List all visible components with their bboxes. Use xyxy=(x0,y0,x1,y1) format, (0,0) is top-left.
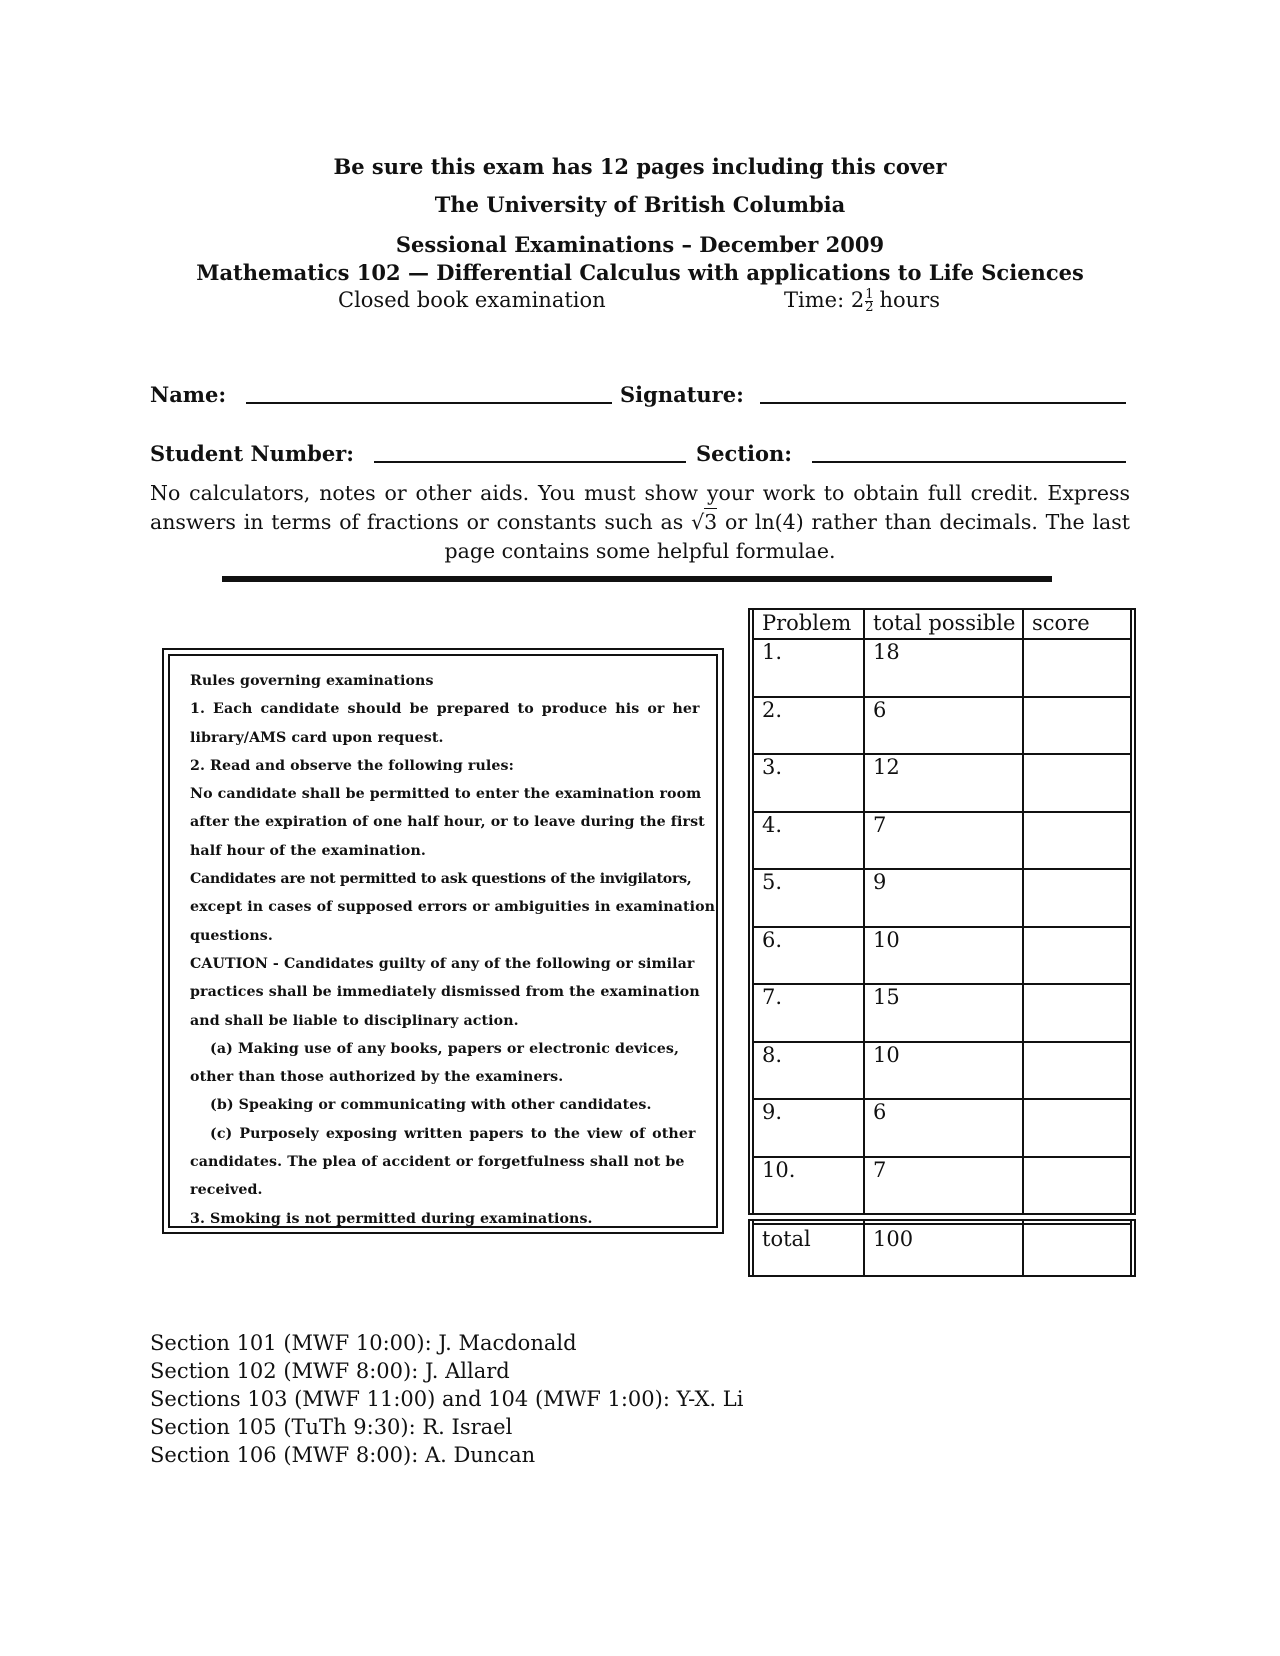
score-cell[interactable] xyxy=(1024,928,1128,984)
rule-line: after the expiration of one half hour, or to leave during the first xyxy=(190,814,705,831)
section-label: Section: xyxy=(696,441,793,466)
problem-points: 18 xyxy=(873,640,900,664)
total-score-cell[interactable] xyxy=(1024,1225,1128,1273)
score-cell[interactable] xyxy=(1024,870,1128,926)
problem-number: 1. xyxy=(762,640,783,664)
problem-number: 9. xyxy=(762,1100,783,1124)
time-label: Time: 2 xyxy=(784,288,865,312)
problem-number: 10. xyxy=(762,1157,796,1182)
rule-line: questions. xyxy=(190,927,273,944)
table-rule xyxy=(1134,608,1136,1213)
rule-line: other than those authorized by the examiners. xyxy=(190,1069,564,1086)
rule-line: candidates. The plea of accident or forgetfulness shall not be xyxy=(190,1154,685,1171)
problem-points: 9 xyxy=(873,870,887,894)
rule-line: library/AMS card upon request. xyxy=(190,729,444,746)
table-rule xyxy=(863,608,865,1213)
rule-line: 2. Read and observe the following rules: xyxy=(190,757,514,774)
problem-points: 10 xyxy=(873,927,900,952)
separator-bar xyxy=(222,576,1052,582)
closed-book-note: Closed book examination xyxy=(338,288,606,312)
rule-line: 3. Smoking is not permitted during examinations. xyxy=(190,1210,593,1227)
table-rule xyxy=(748,1219,750,1275)
problem-points: 6 xyxy=(873,1100,887,1124)
table-rule xyxy=(748,1219,1136,1221)
section-field[interactable] xyxy=(812,461,1126,463)
rule-line: Candidates are not permitted to ask questions of the invigilators, xyxy=(190,871,692,888)
problem-number: 8. xyxy=(762,1042,783,1067)
problem-points: 7 xyxy=(873,1157,887,1182)
problem-points: 6 xyxy=(873,697,887,722)
time-unit: hours xyxy=(879,288,940,312)
sqrt-expression: √3 xyxy=(691,510,718,534)
section-line: Section 106 (MWF 8:00): A. Duncan xyxy=(150,1443,536,1467)
table-rule xyxy=(1130,1219,1132,1275)
problem-number: 7. xyxy=(762,985,783,1009)
score-cell[interactable] xyxy=(1024,755,1128,811)
time-fraction xyxy=(865,289,873,314)
rules-box xyxy=(162,648,724,1234)
rule-line: and shall be liable to disciplinary action. xyxy=(190,1012,519,1029)
problem-number: 2. xyxy=(762,697,783,722)
table-rule xyxy=(748,1213,1136,1215)
rule-line: (c) Purposely exposing written papers to the view of other xyxy=(210,1125,696,1142)
problem-points: 7 xyxy=(873,812,887,837)
time-allowed xyxy=(784,288,940,314)
name-field[interactable] xyxy=(246,402,612,404)
problem-points: 12 xyxy=(873,755,900,779)
rule-line: (b) Speaking or communicating with other candidates. xyxy=(210,1097,652,1114)
score-cell[interactable] xyxy=(1024,1158,1128,1214)
signature-label: Signature: xyxy=(620,382,744,407)
student-number-field[interactable] xyxy=(374,461,686,463)
rules-title: Rules governing examinations xyxy=(190,673,434,689)
exam-session: Sessional Examinations – December 2009 xyxy=(395,232,885,257)
rules-box-inner xyxy=(168,654,718,1228)
rule-line: half hour of the examination. xyxy=(190,842,426,859)
course-title: Mathematics 102 — Differential Calculus with applications to Life Sciences xyxy=(196,260,1084,285)
table-rule xyxy=(752,608,754,1213)
problem-number: 6. xyxy=(762,927,783,952)
problem-points: 10 xyxy=(873,1042,900,1067)
time-denominator: 2 xyxy=(865,300,874,315)
section-line: Section 102 (MWF 8:00): J. Allard xyxy=(150,1359,510,1383)
score-cell[interactable] xyxy=(1024,985,1128,1041)
section-line: Section 101 (MWF 10:00): J. Macdonald xyxy=(150,1331,577,1355)
table-rule xyxy=(1134,1219,1136,1275)
student-number-label: Student Number: xyxy=(150,441,355,466)
table-rule xyxy=(863,1219,865,1275)
section-line: Sections 103 (MWF 11:00) and 104 (MWF 1:00): Y-X. Li xyxy=(150,1387,744,1411)
instructions xyxy=(150,479,1130,566)
rule-line: except in cases of supposed errors or ambiguities in examination xyxy=(190,899,716,916)
rule-line: practices shall be immediately dismissed from the examination xyxy=(190,984,700,1001)
rule-line: (a) Making use of any books, papers or electronic devices, xyxy=(210,1040,680,1057)
score-cell[interactable] xyxy=(1024,698,1128,754)
rule-line: No candidate shall be permitted to enter the examination room xyxy=(190,786,702,803)
table-header-possible: total possible xyxy=(873,611,1016,635)
total-label: total xyxy=(762,1227,811,1251)
rule-line: 1. Each candidate should be prepared to produce his or her xyxy=(190,701,700,718)
score-table xyxy=(748,608,1134,1274)
score-cell[interactable] xyxy=(1024,1043,1128,1099)
total-points: 100 xyxy=(873,1227,914,1251)
score-cell[interactable] xyxy=(1024,1100,1128,1156)
table-header-problem: Problem xyxy=(762,611,852,635)
section-line: Section 105 (TuTh 9:30): R. Israel xyxy=(150,1415,513,1439)
signature-field[interactable] xyxy=(760,402,1126,404)
table-rule xyxy=(748,608,1136,610)
name-label: Name: xyxy=(150,382,227,407)
rule-line: received. xyxy=(190,1182,263,1199)
problem-number: 5. xyxy=(762,870,783,894)
problem-points: 15 xyxy=(873,985,900,1009)
time-numerator: 1 xyxy=(865,287,874,302)
table-rule xyxy=(1130,608,1132,1213)
problem-number: 3. xyxy=(762,755,783,779)
instructions-part1: No calculators, notes or other aids. You must show your work to obtain full credit. Express answers in terms of fractions or constants such as xyxy=(150,481,1130,534)
score-cell[interactable] xyxy=(1024,813,1128,869)
problem-number: 4. xyxy=(762,812,783,837)
table-rule xyxy=(748,608,750,1213)
score-cell[interactable] xyxy=(1024,640,1128,696)
table-rule xyxy=(748,1275,1136,1277)
table-header-score: score xyxy=(1032,611,1090,635)
section-list xyxy=(150,1329,743,1469)
sqrt-radicand: 3 xyxy=(704,510,718,534)
pages-notice: Be sure this exam has 12 pages including this cover xyxy=(333,154,947,179)
instructions-part2: or ln(4) rather than decimals. The last page contains some helpful formulae. xyxy=(444,510,1130,563)
rule-line: CAUTION - Candidates guilty of any of the following or similar xyxy=(190,955,695,972)
university-name: The University of British Columbia xyxy=(434,192,846,217)
table-rule xyxy=(752,1219,754,1275)
